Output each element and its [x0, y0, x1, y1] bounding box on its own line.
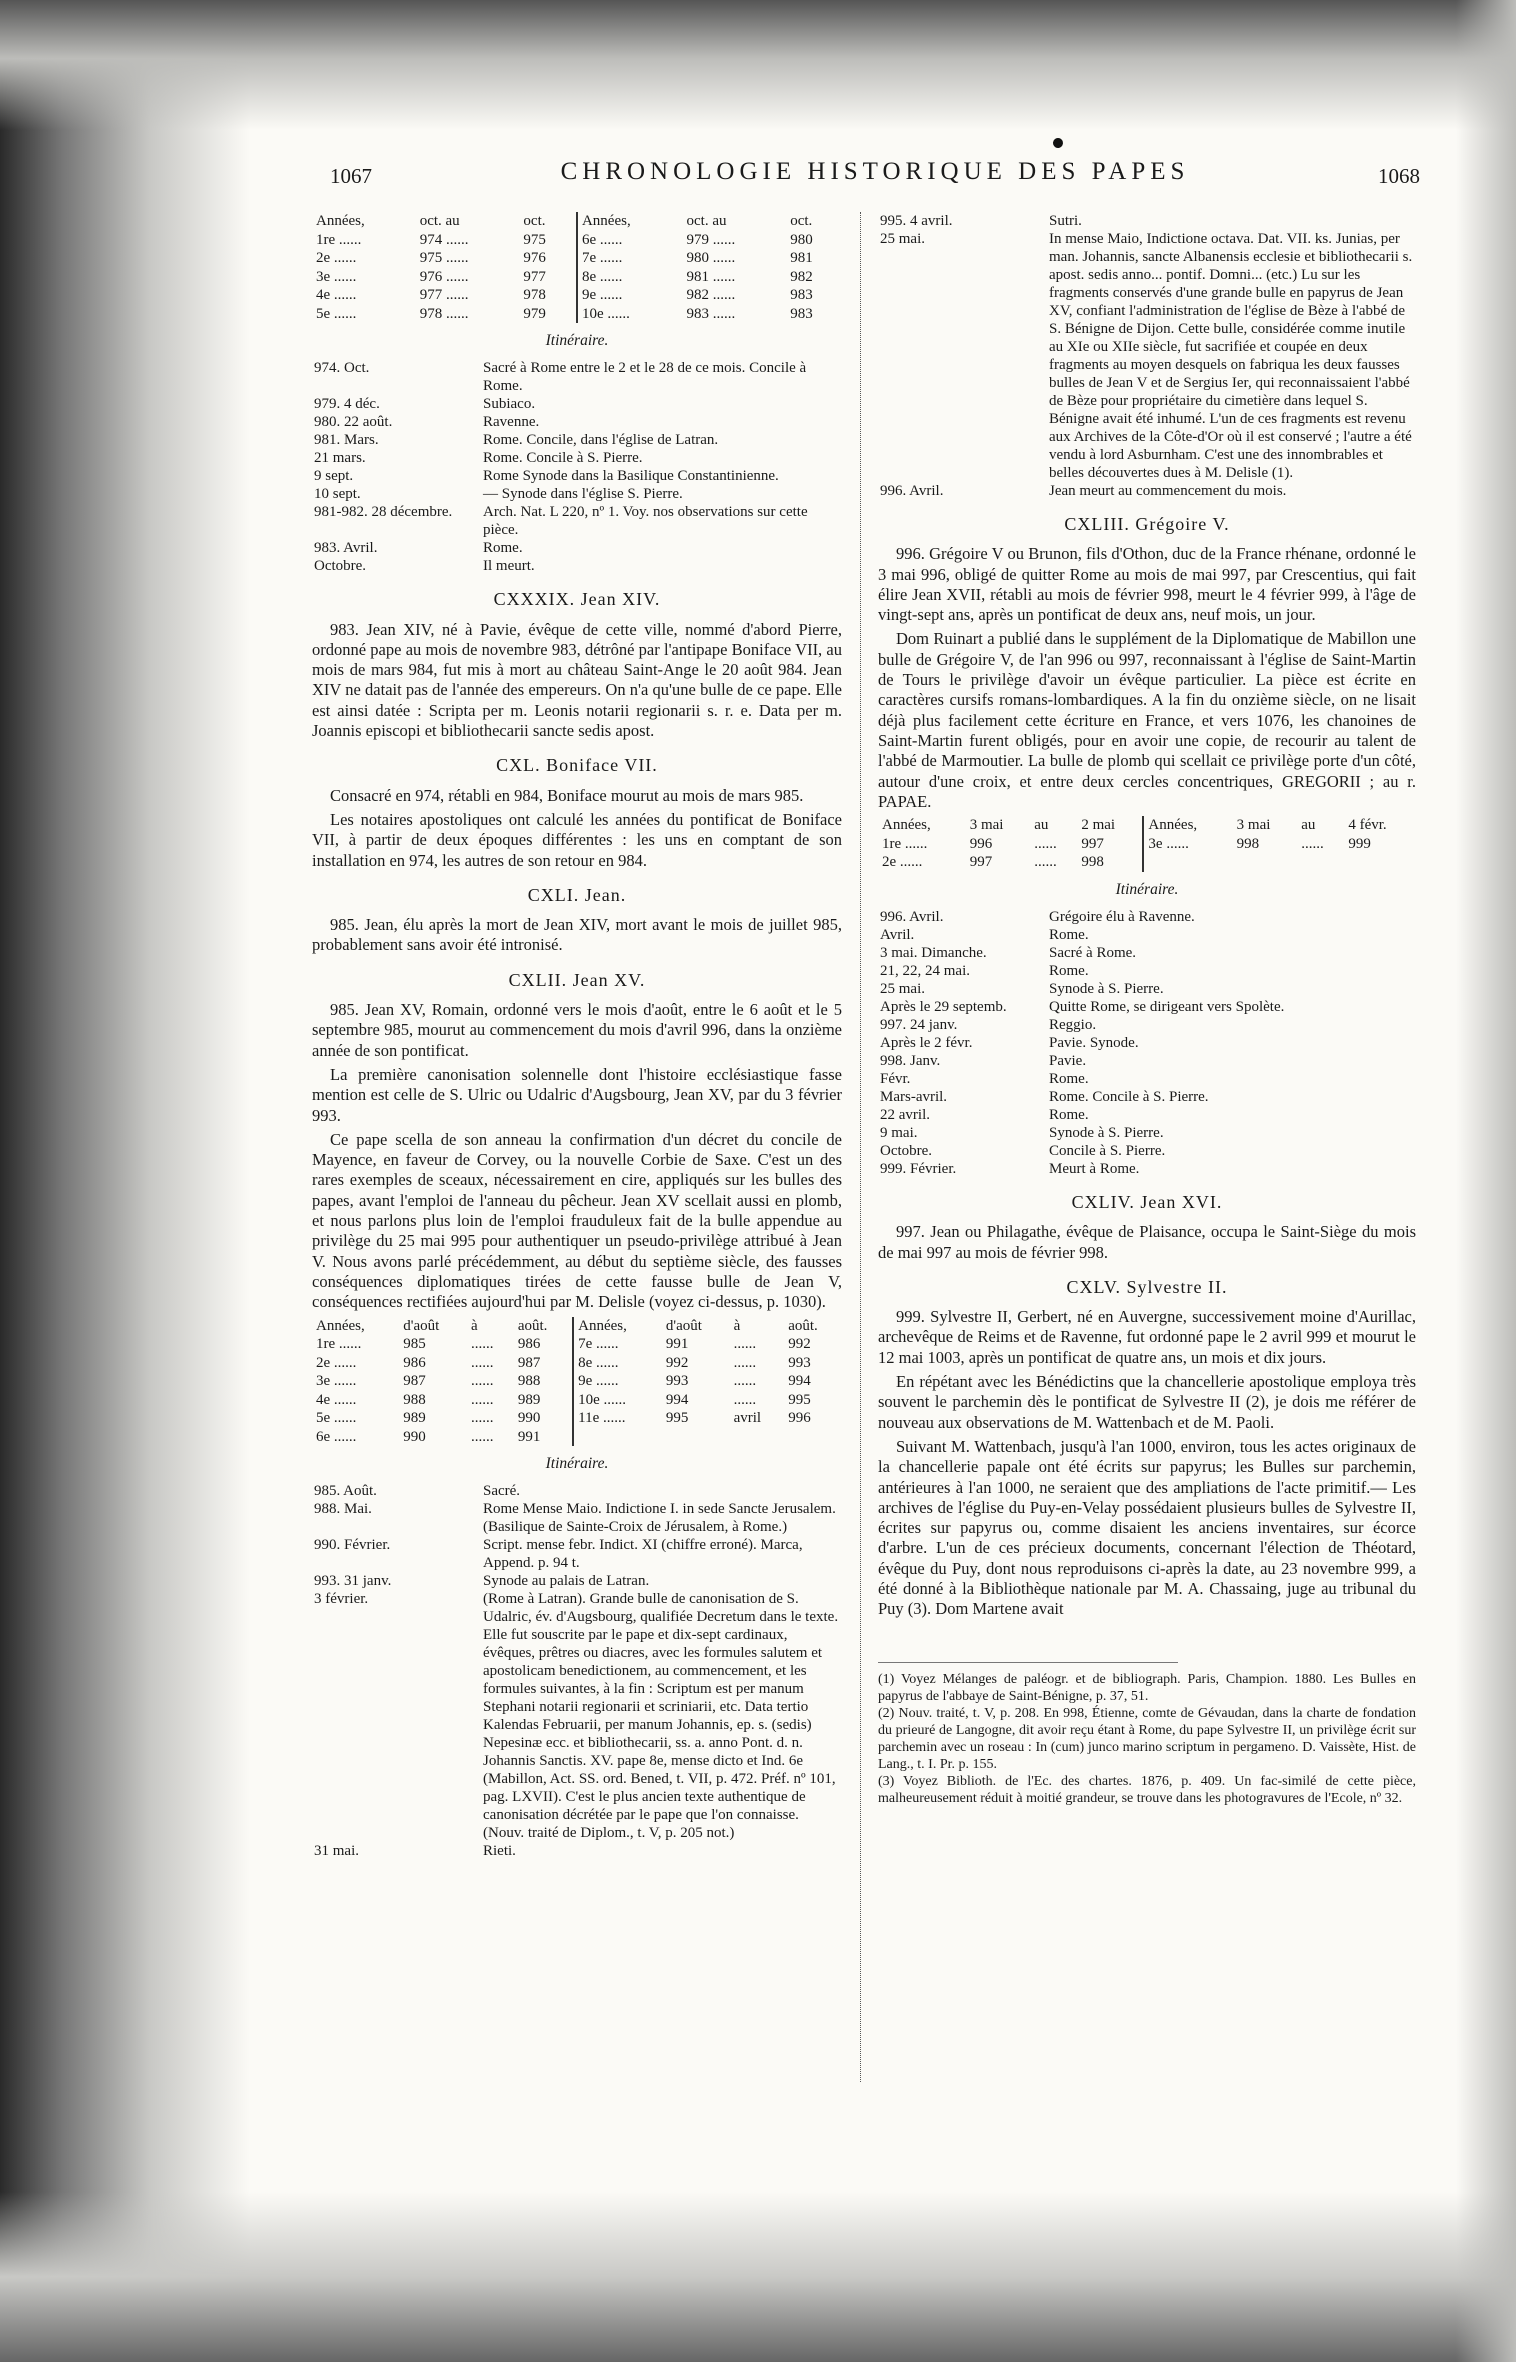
year-table-cell: ......: [733, 1391, 757, 1408]
year-table-cell: 999: [1348, 835, 1371, 852]
year-table-cell: 996: [788, 1410, 811, 1426]
itinerary-entry: Arch. Nat. L 220, nº 1. Voy. nos observations sur cette pièce.: [483, 504, 808, 539]
year-table-header-cell: d'août: [403, 1317, 440, 1334]
year-table-cell: ......: [470, 1373, 494, 1389]
itinerary-date: Mars-avril.: [880, 1088, 948, 1105]
itinerary-date: 981-982. 28 décembre.: [314, 504, 453, 521]
year-table-cell: avril: [733, 1410, 762, 1426]
paragraph: Dom Ruinart a publié dans le supplément de la Diplomatique de Mabillon une bulle de Grégoire V, de l'an 996 ou 997, reconnaissant à l'église de Saint-Martin de Tours le privilège d'avoir un évêque particulier. La pièce est écrite en caractères cursifs romans-lombardiques. A la fin du onzième siècle, on ne lisait déjà plus facilement cette écriture en France, et vers 1076, les chanoines de Saint-Martin furent obligés, pour en avoir une copie, de recourir au talent de l'abbé de Marmoutier. La bulle de plomb qui scellait ce privilège porte d'un côté, autour d'une croix, et entre deux cercles concentriques, GREGORII ; au r. PAPAE.: [878, 629, 1416, 811]
year-table-cell: 5e ......: [316, 305, 357, 322]
itinerary-entry: Rome Synode dans la Basilique Constantinienne.: [483, 468, 779, 485]
year-table-cell: ......: [1301, 835, 1324, 852]
year-table-row: [312, 286, 842, 305]
itinerary-date: Après le 29 septemb.: [880, 998, 1007, 1015]
footnotes: [878, 1671, 1416, 1807]
year-table-cell: 991: [665, 1336, 689, 1352]
itinerary-john-xv: [312, 1482, 842, 1860]
year-table-cell: [1143, 853, 1232, 872]
year-table-cell: 997: [969, 854, 993, 871]
year-table-cell: ......: [733, 1336, 757, 1352]
year-table-cell: 3e ......: [316, 268, 357, 285]
itinerary-date: 999. Février.: [880, 1160, 957, 1177]
itinerary-date: 983. Avril.: [314, 540, 378, 557]
year-table-cell: 996: [969, 835, 993, 852]
itinerary-date: 997. 24 janv.: [880, 1016, 958, 1033]
year-table-cell: 992: [665, 1354, 689, 1371]
itinerary-entry: Sacré.: [483, 1483, 521, 1500]
year-table-header-cell: Années,: [573, 1317, 662, 1336]
year-table-header-cell: oct.: [523, 213, 546, 229]
year-table-cell: 994: [788, 1373, 811, 1389]
year-table-cell: 987: [517, 1354, 541, 1371]
itinerary-row: [878, 1106, 1416, 1124]
year-table-row: [312, 305, 842, 324]
itinerary-date: 985. Août.: [314, 1483, 377, 1500]
year-table-cell: 11e ......: [573, 1409, 662, 1428]
year-table-cell: 981: [790, 250, 813, 266]
itinerary-entry: Rome.: [1049, 1106, 1089, 1123]
year-table-header-cell: oct. au: [419, 213, 460, 229]
itinerary-date: 996. Avril.: [880, 908, 944, 925]
itinerary-row: [878, 212, 1416, 230]
year-table-header-cell: d'août: [665, 1317, 702, 1334]
paragraph: En répétant avec les Bénédictins que la chancellerie apostolique employa très souvent le parchemin dès le pontificat de Sylvestre II (2), je dois me référer de nouveau aux observations de M. Wattenbach et de M. Paoli.: [878, 1372, 1416, 1432]
itinerary-row: [878, 980, 1416, 998]
year-table-header-row: [312, 1317, 842, 1336]
year-table-cell: ......: [470, 1428, 494, 1445]
year-table-cell: 988: [517, 1373, 541, 1389]
itinerary-date: 988. Mai.: [314, 1501, 372, 1518]
itinerary-date: Octobre.: [880, 1142, 933, 1159]
year-table-row: [312, 249, 842, 268]
year-table-cell: 8e ......: [573, 1354, 662, 1373]
year-table-cell: 979 ......: [686, 231, 736, 248]
footnote-rule: [878, 1662, 1178, 1671]
year-table-cell: [730, 1428, 785, 1447]
year-table-cell: 976 ......: [419, 268, 469, 285]
year-table-cell: 993: [665, 1373, 689, 1389]
itinerary-date: 25 mai.: [880, 980, 925, 997]
year-table-john-xv: [312, 1317, 842, 1447]
itinerary-entry: Rome.: [1049, 962, 1089, 979]
paragraph: 999. Sylvestre II, Gerbert, né en Auvergne, successivement moine d'Aurillac, archevêque de Reims et de Ravenne, fut ordonné pape le 2 avril 999 et mourut le 12 mai 1003, après un pontificat de quatre ans, un mois et dix jours.: [878, 1307, 1416, 1367]
page-header: [330, 158, 1420, 198]
column-divider: [860, 212, 862, 2082]
itinerary-entry: Sutri.: [1049, 213, 1082, 229]
paragraph: Ce pape scella de son anneau la confirmation d'un décret du concile de Mayence, en faveur de Corvey, ou la nouvelle Corbie de Saxe. C'est un des rares exemples de sceaux, nécessairement en cire, appliqués sur les bulles des papes, avant l'emploi de l'anneau du pêcheur. Jean XV scellait aussi en plomb, et nous parlons plus loin de l'emploi frauduleux fait de la bulle appendue au privilège du 25 mai 995 pour authentiquer un pseudo-privilège attribué à Jean V. Nous avons parlé précédemment, au début du septième siècle, des fausses conséquences diplomatiques tirées de cette fausse bulle de Jean V, conséquences rectifiées aujourd'hui par M. Delisle (voyez ci-dessus, p. 1030).: [312, 1129, 842, 1312]
paragraph: 985. Jean XV, Romain, ordonné vers le mois d'août, entre le 6 août et le 5 septembre 985, mourut au commencement du mois d'avril 996, dans la onzième année de son pontificat.: [312, 1000, 842, 1060]
year-table-cell: 981 ......: [686, 268, 736, 285]
itinerary-entry: Sacré à Rome.: [1049, 944, 1137, 961]
year-table-cell: 2e ......: [316, 1354, 357, 1371]
itinerary-entry: Sacré à Rome entre le 2 et le 28 de ce mois. Concile à Rome.: [483, 360, 807, 395]
year-table-cell: 10e ......: [573, 1391, 662, 1410]
year-table-cell: 983: [790, 287, 813, 303]
year-table-cell: 991: [517, 1428, 541, 1445]
year-table-cell: 2e ......: [882, 854, 923, 871]
year-table-cell: 998: [1236, 835, 1260, 852]
year-table-header-cell: Années,: [577, 212, 683, 231]
itinerary-date: 990. Février.: [314, 1537, 391, 1554]
year-table-row: [878, 853, 1416, 872]
year-table-cell: 7e ......: [573, 1335, 662, 1354]
year-table-header-cell: à: [733, 1317, 741, 1334]
year-table-cell: 990: [517, 1410, 541, 1426]
itinerary-row: [312, 557, 842, 575]
running-title: CHRONOLOGIE HISTORIQUE DES PAPES: [560, 158, 1190, 185]
itinerary-row: [878, 1070, 1416, 1088]
year-table-cell: 10e ......: [577, 305, 683, 324]
year-table-header-cell: 3 mai: [969, 817, 1004, 834]
year-table-header-cell: oct.: [790, 213, 813, 229]
year-table-cell: 994: [665, 1391, 689, 1408]
section-heading-cxliv: CXLIV. Jean XVI.: [1071, 1191, 1223, 1212]
year-table-header-cell: août.: [517, 1317, 548, 1334]
scan-shadow-left: [0, 0, 250, 2362]
itinerary-john-xiv: [312, 359, 842, 575]
year-table-cell: 978: [523, 287, 546, 303]
itinerary-row: [312, 1590, 842, 1842]
itinerary-date: 3 février.: [314, 1591, 369, 1608]
itinerary-row: [312, 1482, 842, 1500]
year-table-cell: ......: [1034, 854, 1057, 871]
year-table-row: [312, 1409, 842, 1428]
itinerary-row: [878, 1034, 1416, 1052]
itinerary-row: [312, 1500, 842, 1536]
year-table-cell: ......: [733, 1354, 757, 1371]
scan-shadow-bottom: [0, 2192, 1516, 2362]
section-heading-cxlv: CXLV. Sylvestre II.: [1066, 1276, 1228, 1297]
paragraph: Consacré en 974, rétabli en 984, Boniface mourut au mois de mars 985.: [330, 785, 804, 805]
right-column: [878, 212, 1416, 1807]
itinerary-row: [312, 539, 842, 557]
year-table-cell: 8e ......: [577, 268, 683, 287]
itinerary-date: 993. 31 janv.: [314, 1573, 392, 1590]
year-table-cell: 2e ......: [316, 250, 357, 266]
year-table-header-cell: Années,: [316, 213, 365, 229]
itinerary-entry: Rome.: [1049, 926, 1089, 943]
scan-shadow-right: [1456, 0, 1516, 2362]
year-table-header-cell: août.: [788, 1317, 818, 1334]
year-table-cell: 980: [790, 231, 813, 248]
footnote: (1) Voyez Mélanges de paléogr. et de bibliograph. Paris, Champion. 1880. Les Bulles en papyrus de l'abbaye de Saint-Bénigne, p. 37, 51.: [878, 1671, 1416, 1704]
year-table-header-cell: 4 févr.: [1348, 817, 1387, 834]
itinerary-row: [312, 359, 842, 395]
itinerary-row: [878, 926, 1416, 944]
itinerary-row: [312, 485, 842, 503]
itinerary-entry: (Rome à Latran). Grande bulle de canonisation de S. Udalric, év. d'Augsbourg, qualifiée Decretum dans le texte. Elle fut souscrite par le pape et dix-sept cardinaux, évêques, prêtres ou diacres, avec les formules salutem et apostolicam benedictionem, au commencement, et les formules suivantes, à la fin : Scriptum est per manum Stephani notarii regionarii et scriniarii, etc. Data tertio Kalendas Februarii, per manum Johannis, ep. s. (sedis) Nepesinæ ecc. et bibliothecarii, ss. a. anno Pont. d. n. Johannis Sanctis. XV. pape 8e, mense dicto et Ind. 6e (Mabillon, Act. SS. ord. Bened, t. VII, p. 472. Préf. nº 101, pag. LXVII). C'est le plus ancien texte authentique de canonisation décrétée par le pape que l'on connaisse. (Nouv. traité de Diplom., t. V, p. 205 not.): [483, 1591, 839, 1842]
itinerary-date: 9 sept.: [314, 468, 354, 485]
itinerary-date: 998. Janv.: [880, 1052, 941, 1069]
year-table-cell: ......: [470, 1410, 494, 1426]
itinerary-row: [878, 1142, 1416, 1160]
itinerary-entry: Pavie. Synode.: [1049, 1034, 1139, 1051]
year-table-cell: 1re ......: [316, 1336, 362, 1352]
year-table-cell: 987: [403, 1373, 426, 1389]
year-table-gregory-v: [878, 816, 1416, 872]
year-table-cell: 995: [665, 1410, 689, 1426]
itinerary-row: [878, 482, 1416, 500]
itinerary-date: 21 mars.: [314, 450, 366, 467]
year-table-cell: 983: [790, 305, 813, 322]
year-table-cell: 990: [403, 1428, 426, 1445]
itinerary-row: [312, 395, 842, 413]
itinerary-date: 981. Mars.: [314, 432, 379, 449]
year-table-cell: 3e ......: [1143, 835, 1232, 854]
paragraph: Suivant M. Wattenbach, jusqu'à l'an 1000, environ, tous les actes originaux de la chancellerie papale ont été écrits sur papyrus; les Bulles sur parchemin, antérieures à l'an 1000, ne seraient que des ampliations de l'acte primitif.— Les archives de l'église du Puy-en-Velay possédaient plusieurs bulles de Sylvestre II, écrites sur papyrus ou, comme disaient les anciens inventaires, sur écorce d'arbre. L'un de ces précieux documents, concernant l'élection de Théotard, évêque du Puy, dont nous reproduisons ci-après la date, au 23 novembre 999, a été donné à la Bibliothèque nationale par M. A. Chassaing, juge au tribunal du Puy (3). Dom Martene avait: [878, 1436, 1416, 1619]
year-table-cell: 6e ......: [577, 231, 683, 250]
itinerary-heading: Itinéraire.: [545, 332, 609, 349]
year-table-cell: 975: [523, 231, 546, 248]
itinerary-entry: Script. mense febr. Indict. XI (chiffre erroné). Marca, Append. p. 94 t.: [483, 1537, 803, 1572]
itinerary-entry: Quitte Rome, se dirigeant vers Spolète.: [1049, 998, 1285, 1015]
year-table-john-xiv: [312, 212, 842, 323]
year-table-cell: [1297, 853, 1344, 872]
year-table-cell: 3e ......: [316, 1373, 357, 1389]
year-table-cell: 6e ......: [316, 1428, 357, 1445]
itinerary-entry: Rome.: [1049, 1070, 1089, 1087]
year-table-cell: 7e ......: [577, 249, 683, 268]
itinerary-entry: Concile à S. Pierre.: [1049, 1142, 1166, 1159]
itinerary-row: [878, 1052, 1416, 1070]
itinerary-row: [312, 1842, 842, 1860]
year-table-cell: [1233, 853, 1298, 872]
year-table-cell: 989: [403, 1410, 426, 1426]
itinerary-row: [878, 1124, 1416, 1142]
year-table-cell: 980 ......: [686, 250, 736, 266]
itinerary-entry: Rome Mense Maio. Indictione I. in sede Sancte Jerusalem. (Basilique de Sainte-Croix de Jérusalem, à Rome.): [483, 1501, 836, 1536]
itinerary-date: Après le 2 févr.: [880, 1034, 973, 1051]
itinerary-row: [312, 503, 842, 539]
itinerary-entry: Subiaco.: [483, 396, 536, 413]
year-table-cell: 982 ......: [686, 287, 736, 303]
itinerary-entry: In mense Maio, Indictione octava. Dat. VII. ks. Junias, per man. Johannis, sancte Albanensis ecclesie et bibliothecarii s. apost. sedis anno... pontif. Domni... (etc.) Lu sur les fragments conservés d'une grande bulle en papyrus de Jean XV, confiant l'administration de l'église de Bèze à l'abbé de S. Bénigne de Dijon. Cette bulle, considérée comme inutile au XIe ou XIIe siècle, fut sacrifiée et coupée en deux fragments au moyen desquels on fabriqua les deux fausses bulles de Jean V et de Sergius Ier, qui reconnaissaient l'abbé de Bèze pour propriétaire du cimetière dans lequel S. Bénigne avait été inhumé. L'un de ces fragments est revenu aux Archives de la Côte-d'Or où il est conservé ; l'autre a été vendu à lord Asburnham. C'est une des innombrables et belles découvertes dues à M. Delisle (1).: [1049, 231, 1413, 481]
year-table-header-cell: Années,: [882, 817, 931, 834]
year-table-cell: ......: [733, 1373, 757, 1389]
year-table-cell: 1re ......: [882, 835, 928, 852]
itinerary-row: [312, 1572, 842, 1590]
itinerary-entry: — Synode dans l'église S. Pierre.: [483, 486, 683, 503]
year-table-cell: 9e ......: [573, 1372, 662, 1391]
paragraph: Les notaires apostoliques ont calculé les années du pontificat de Boniface VII, à partir de deux époques différentes : les uns en comptant de son installation en 974, les autres de son retour en 984.: [312, 809, 842, 870]
year-table-row: [312, 1354, 842, 1373]
year-table-cell: 977 ......: [419, 287, 469, 303]
paragraph: 983. Jean XIV, né à Pavie, évêque de cette ville, nommé d'abord Pierre, ordonné pape au mois de novembre 983, détrôné par l'antipape Boniface VII, au mois de mars 984, fut mis à mort au château Saint-Ange le 20 août 984. Jean XIV ne datait pas de l'année des empereurs. On n'a qu'une bulle de ce pape. Elle est ainsi datée : Scripta per m. Leonis notarii regionarii s. r. e. Data per m. Joannis episcopi et bibliothecarii sancte sedis apost.: [312, 619, 842, 741]
paragraph: 997. Jean ou Philagathe, évêque de Plaisance, occupa le Saint-Siège du mois de mai 997 au mois de février 998.: [878, 1222, 1416, 1262]
itinerary-date: 31 mai.: [314, 1843, 359, 1860]
year-table-cell: 985: [403, 1336, 426, 1352]
year-table-cell: 4e ......: [316, 287, 357, 303]
itinerary-row: [878, 962, 1416, 980]
year-table-row: [312, 1372, 842, 1391]
year-table-header-cell: 2 mai: [1081, 817, 1116, 834]
year-table-cell: 974 ......: [419, 231, 469, 248]
year-table-cell: ......: [470, 1391, 494, 1408]
paragraph: La première canonisation solennelle dont l'histoire ecclésiastique fasse mention est celle de S. Ulric ou Udalric d'Augsbourg, Jean XV, par du 3 février 993.: [312, 1064, 842, 1125]
itinerary-row: [878, 230, 1416, 482]
itinerary-row: [312, 1536, 842, 1572]
year-table-cell: 988: [403, 1391, 426, 1408]
itinerary-entry: Jean meurt au commencement du mois.: [1049, 483, 1287, 499]
itinerary-row: [312, 431, 842, 449]
itinerary-date: 25 mai.: [880, 231, 925, 247]
itinerary-entry: Meurt à Rome.: [1049, 1160, 1140, 1177]
paragraph: 985. Jean, élu après la mort de Jean XIV, mort avant le mois de juillet 985, probablement sans avoir été intronisé.: [312, 915, 842, 955]
year-table-cell: ......: [1034, 835, 1057, 852]
year-table-cell: 992: [788, 1336, 811, 1352]
itinerary-row: [878, 998, 1416, 1016]
itinerary-date: Avril.: [880, 926, 915, 943]
itinerary-date: 980. 22 août.: [314, 414, 393, 431]
year-table-header-cell: à: [470, 1317, 478, 1334]
year-table-cell: [784, 1428, 842, 1447]
itinerary-entry: Ravenne.: [483, 414, 540, 431]
year-table-cell: 986: [403, 1354, 426, 1371]
itinerary-row: [878, 908, 1416, 926]
itinerary-date: 974. Oct.: [314, 360, 370, 377]
itinerary-heading: Itinéraire.: [1115, 880, 1179, 898]
year-table-cell: ......: [470, 1336, 494, 1352]
itinerary-date: 995. 4 avril.: [880, 213, 953, 229]
itinerary-date: Févr.: [880, 1070, 911, 1087]
year-table-cell: 993: [788, 1354, 811, 1371]
section-heading-cxl: CXL. Boniface VII.: [496, 755, 658, 776]
itinerary-entry: Rieti.: [483, 1843, 516, 1860]
itinerary-entry: Pavie.: [1049, 1052, 1087, 1069]
year-table-cell: 998: [1081, 854, 1104, 871]
section-heading-cxli: CXLI. Jean.: [527, 884, 627, 905]
itinerary-row: [312, 449, 842, 467]
year-table-cell: 978 ......: [419, 305, 469, 322]
paragraph: 996. Grégoire V ou Brunon, fils d'Othon, duc de la France rhénane, ordonné le 3 mai 996, obligé de quitter Rome au mois de mai 997, par Crescentius, qui fait élire Jean XVII, rétabli au mois de février 998, meurt le 4 février 999, à l'âge de vingt-sept ans, après un pontificat de deux ans, neuf mois, un jour.: [878, 544, 1416, 625]
itinerary-date: 979. 4 déc.: [314, 396, 380, 413]
itinerary-date: 21, 22, 24 mai.: [880, 962, 970, 979]
year-table-cell: 1re ......: [316, 231, 362, 248]
year-table-cell: 976: [523, 250, 546, 266]
year-table-cell: ......: [470, 1354, 494, 1371]
year-table-cell: 995: [788, 1391, 811, 1408]
year-table-row: [312, 1335, 842, 1354]
itinerary-date: 10 sept.: [314, 486, 361, 503]
year-table-cell: [1344, 853, 1416, 872]
itinerary-row: [878, 944, 1416, 962]
section-heading-cxlii: CXLII. Jean XV.: [508, 969, 646, 990]
year-table-cell: 4e ......: [316, 1391, 357, 1408]
itinerary-entry: Rome. Concile, dans l'église de Latran.: [483, 432, 719, 449]
itinerary-row: [878, 1160, 1416, 1178]
year-table-header-row: [878, 816, 1416, 835]
year-table-header-cell: Années,: [316, 1317, 365, 1334]
year-table-header-cell: au: [1301, 817, 1316, 834]
scan-shadow-top: [0, 0, 1516, 130]
section-heading-cxliii: CXLIII. Grégoire V.: [1064, 514, 1230, 534]
year-table-header-cell: 3 mai: [1236, 817, 1271, 834]
ink-blot: [1051, 136, 1065, 150]
itinerary-entry: Rome. Concile à S. Pierre.: [483, 450, 643, 467]
itinerary-gregory-v: [878, 908, 1416, 1178]
year-table-header-cell: Années,: [1143, 816, 1232, 835]
itinerary-heading: Itinéraire.: [545, 1455, 609, 1472]
section-heading-cxxxix: CXXXIX. Jean XIV.: [493, 589, 661, 610]
itinerary-entry: Synode au palais de Latran.: [483, 1573, 650, 1590]
itinerary-entry: Synode à S. Pierre.: [1049, 980, 1164, 997]
year-table-cell: [662, 1428, 730, 1447]
year-table-cell: 977: [523, 268, 546, 285]
page-number-right: 1068: [1378, 164, 1420, 188]
itinerary-john-xv-continued: [878, 212, 1416, 500]
itinerary-entry: Grégoire élu à Ravenne.: [1049, 908, 1195, 925]
year-table-cell: [573, 1428, 662, 1447]
year-table-cell: 9e ......: [577, 286, 683, 305]
year-table-row: [312, 1391, 842, 1410]
itinerary-row: [312, 467, 842, 485]
footnote: (3) Voyez Biblioth. de l'Ec. des chartes. 1876, p. 409. Un fac-similé de cette pièce, malheureusement réduit à moitié grandeur, se trouve dans les photogravures de l'Ecole, nº 32.: [878, 1773, 1416, 1806]
year-table-cell: 986: [517, 1336, 541, 1352]
itinerary-date: 3 mai. Dimanche.: [880, 944, 987, 961]
year-table-cell: 997: [1081, 835, 1104, 852]
itinerary-entry: Synode à S. Pierre.: [1049, 1124, 1164, 1141]
itinerary-entry: Rome. Concile à S. Pierre.: [1049, 1088, 1209, 1105]
year-table-row: [312, 1428, 842, 1447]
year-table-cell: 983 ......: [686, 305, 736, 322]
year-table-row: [312, 231, 842, 250]
itinerary-date: 22 avril.: [880, 1106, 930, 1123]
year-table-row: [878, 835, 1416, 854]
itinerary-entry: Il meurt.: [483, 558, 535, 575]
year-table-header-cell: oct. au: [686, 213, 727, 229]
year-table-cell: 979: [523, 305, 546, 322]
year-table-header-cell: au: [1034, 817, 1049, 834]
itinerary-entry: Reggio.: [1049, 1016, 1097, 1033]
year-table-cell: 975 ......: [419, 250, 469, 266]
itinerary-entry: Rome.: [483, 540, 523, 557]
itinerary-row: [312, 413, 842, 431]
page-number-left: 1067: [330, 164, 372, 188]
year-table-cell: 982: [790, 268, 813, 285]
itinerary-row: [878, 1088, 1416, 1106]
year-table-row: [312, 268, 842, 287]
itinerary-row: [878, 1016, 1416, 1034]
itinerary-date: 9 mai.: [880, 1124, 918, 1141]
year-table-cell: 989: [517, 1391, 541, 1408]
itinerary-date: Octobre.: [314, 558, 367, 575]
itinerary-date: 996. Avril.: [880, 483, 944, 499]
left-column: [312, 212, 842, 1860]
year-table-header-row: [312, 212, 842, 231]
footnote: (2) Nouv. traité, t. V, p. 208. En 998, Étienne, comte de Gévaudan, dans la charte de fondation du prieuré de Langogne, dit avoir reçu étant à Rome, du pape Sylvestre II, un privilège écrit sur parchemin avec un roseau : In (cum) junco marino scriptum in pergameno. D. Vaissète, Hist. de Lang., t. I. Pr. p. 155.: [878, 1705, 1416, 1772]
year-table-cell: 5e ......: [316, 1410, 357, 1426]
